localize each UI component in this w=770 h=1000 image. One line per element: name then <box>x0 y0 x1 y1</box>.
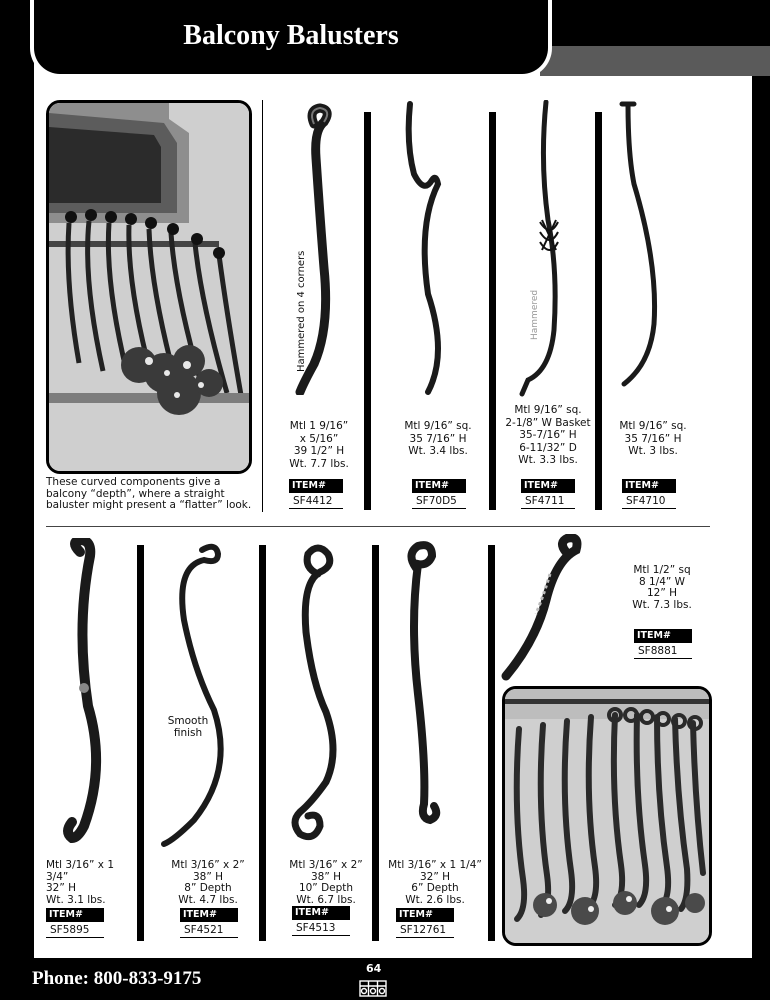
fence-logo-icon <box>359 978 387 998</box>
baluster-sf4711-image <box>518 100 578 400</box>
spec-line: 8 1/4” W <box>638 575 686 588</box>
column-divider <box>489 112 496 510</box>
sf4412-finish-note: Hammered on 4 corners <box>296 250 307 372</box>
spec-line: Wt. 3.4 lbs. <box>408 445 468 457</box>
spec-line: 32” H <box>46 882 77 894</box>
spec-line: Mtl 9/16” sq. <box>619 420 687 432</box>
spec-line: Wt. 4.7 lbs. <box>178 893 238 906</box>
baluster-sf12761-image <box>396 538 456 848</box>
item-label: ITEM# <box>180 908 238 922</box>
right-border <box>752 76 770 971</box>
spec-line: Wt. 3 lbs. <box>628 445 678 457</box>
column-divider <box>372 545 379 941</box>
spec-line: x 5/16” <box>299 432 339 445</box>
balcony-photo <box>46 100 252 474</box>
item-number-sf12761: SF12761 <box>396 922 454 938</box>
spec-line: Mtl 3/16” x 1 3/4” <box>46 859 115 883</box>
item-label: ITEM# <box>521 479 575 493</box>
sf4711-specs <box>500 404 596 467</box>
sf5895-specs <box>46 860 136 906</box>
spec-line: 38” H <box>310 870 342 883</box>
sf4521-finish-note: Smooth finish <box>167 715 209 739</box>
spec-line: Mtl 3/16” x 1 1/4” <box>388 859 482 871</box>
spec-line: Wt. 3.3 lbs. <box>518 454 578 466</box>
phone-number: Phone: 800-833-9175 <box>32 968 202 989</box>
sf4710-specs <box>616 420 690 458</box>
header-band <box>540 0 770 46</box>
left-border <box>0 0 34 1000</box>
item-label: ITEM# <box>46 908 104 922</box>
spec-line: 6” Depth <box>411 882 459 894</box>
sf4711-finish-note: Hammered <box>530 289 540 340</box>
sf4521-specs <box>164 860 252 906</box>
spec-line: Mtl 9/16” sq. <box>514 404 582 416</box>
item-label: ITEM# <box>622 479 676 493</box>
item-label: ITEM# <box>289 479 343 493</box>
railing-photo <box>502 686 712 946</box>
baluster-sf8881-image <box>500 534 584 684</box>
spec-line: 38” H <box>192 870 224 883</box>
baluster-sf70d5-image <box>398 100 468 400</box>
item-number-sf8881: SF8881 <box>634 643 692 659</box>
spec-line: 10” Depth <box>298 882 354 894</box>
item-number-sf4521: SF4521 <box>180 922 238 938</box>
page-number: 64 <box>366 962 382 975</box>
spec-line: Wt. 2.6 lbs. <box>405 893 465 906</box>
item-number-sf4711: SF4711 <box>521 493 575 509</box>
sf8881-specs <box>622 565 702 611</box>
spec-line: 39 1/2” H <box>293 445 345 457</box>
spec-line: Wt. 7.3 lbs. <box>632 598 692 611</box>
spec-line: 35-7/16” H <box>519 429 577 441</box>
spec-line: Mtl 3/16” x 2” <box>171 859 245 871</box>
sf4513-specs <box>282 860 370 906</box>
column-divider <box>364 112 371 510</box>
divider-line <box>262 100 263 512</box>
sf70d5-specs <box>400 420 476 458</box>
spec-line: 32” H <box>419 870 451 883</box>
spec-line: 2-1/8” W Basket <box>505 416 591 429</box>
section-divider <box>46 526 710 527</box>
sf4412-specs <box>283 420 355 470</box>
spec-line: Wt. 3.1 lbs. <box>46 893 106 906</box>
spec-line: Mtl 3/16” x 2” <box>289 859 363 871</box>
spec-line: 12” H <box>646 587 678 599</box>
column-divider <box>259 545 266 941</box>
item-label: ITEM# <box>396 908 454 922</box>
item-number-sf4710: SF4710 <box>622 493 676 509</box>
item-number-sf4412: SF4412 <box>289 493 343 509</box>
baluster-sf4521-image <box>160 538 240 848</box>
item-label: ITEM# <box>634 629 692 643</box>
header-gray-band <box>540 46 770 76</box>
column-divider <box>137 545 144 941</box>
spec-line: Mtl 1/2” sq <box>633 564 691 576</box>
baluster-sf5895-image <box>58 538 118 848</box>
column-divider <box>595 112 602 510</box>
intro-caption: These curved components give a balcony “depth”, where a straight baluster might present a “flatter” look. <box>46 476 252 511</box>
baluster-sf4513-image <box>278 538 358 848</box>
spec-line: Wt. 7.7 lbs. <box>289 457 349 470</box>
page-title: Balcony Balusters <box>183 20 399 51</box>
spec-line: 35 7/16” H <box>624 432 682 445</box>
sf12761-specs <box>386 860 484 906</box>
spec-line: 8” Depth <box>184 882 232 894</box>
item-number-sf70d5: SF70D5 <box>412 493 466 509</box>
item-number-sf5895: SF5895 <box>46 922 104 938</box>
spec-line: 6-11/32” D <box>519 441 577 454</box>
item-label: ITEM# <box>412 479 466 493</box>
item-label: ITEM# <box>292 906 350 920</box>
item-number-sf4513: SF4513 <box>292 920 350 936</box>
baluster-sf4710-image <box>616 98 676 398</box>
spec-line: 35 7/16” H <box>409 432 467 445</box>
spec-line: Wt. 6.7 lbs. <box>296 893 356 906</box>
spec-line: Mtl 1 9/16” <box>289 420 349 432</box>
spec-line: Mtl 9/16” sq. <box>404 420 472 432</box>
column-divider <box>488 545 495 941</box>
